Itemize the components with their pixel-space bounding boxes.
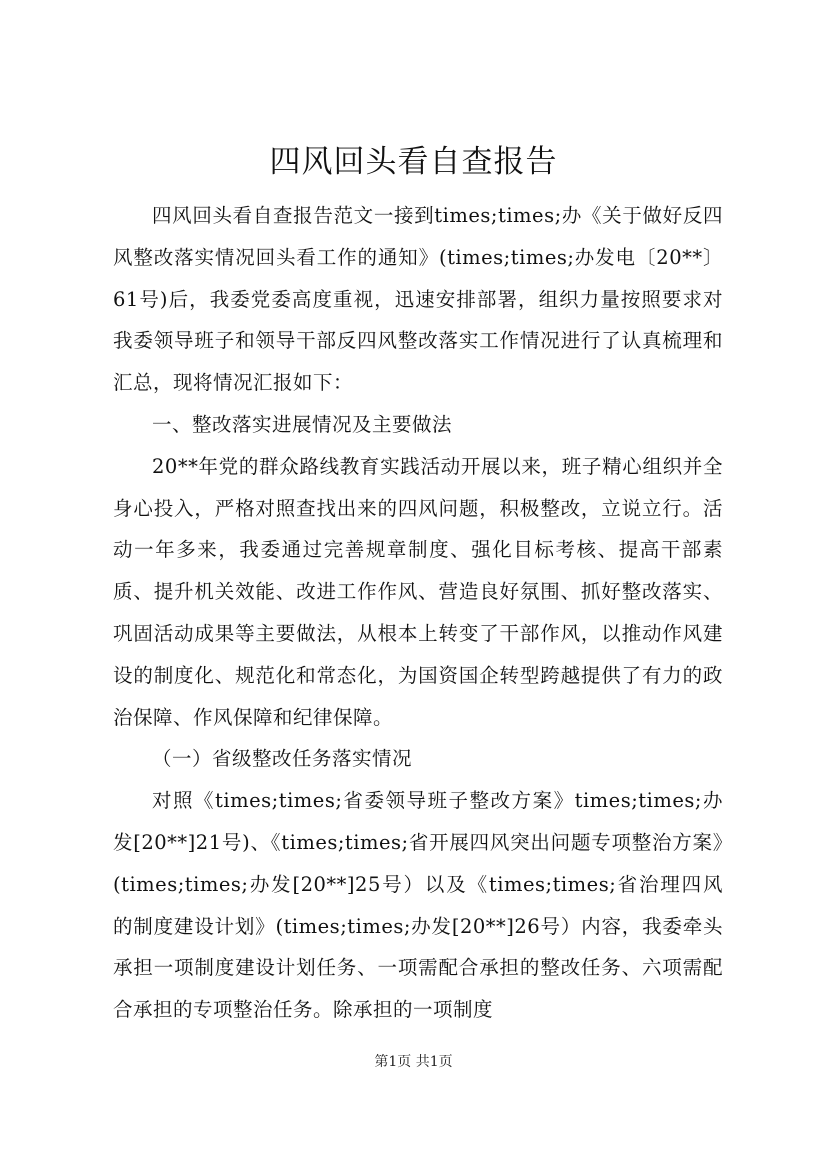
section-heading-1: 一、整改落实进展情况及主要做法 <box>152 412 453 436</box>
document-body <box>113 195 723 1031</box>
document-title: 四风回头看自查报告 <box>269 144 558 180</box>
intro-paragraph: 四风回头看自查报告范文一接到times;times;办《关于做好反四风整改落实情况回头看工作的通知》(times;times;办发电〔20**〕61号)后，我委党委高度重视，迅速安排部署，组织力量按照要求对我委领导班子和领导干部反四风整改落实工作情况进行了认真梳理和汇总，现将情况汇报如下： <box>113 204 723 395</box>
tasks-paragraph: 对照《times;times;省委领导班子整改方案》times;times;办发[20**]21号)、《times;times;省开展四风突出问题专项整治方案》(times;times;办发[20**]25号）以及《times;times;省治理四风的制度建设计划》(times;times;办发[20**]26号）内容，我委牵头承担一项制度建设计划任务、一项需配合承担的整改任务、六项需配合承担的专项整治任务。除承担的一项制度 <box>113 789 723 1022</box>
measures-paragraph: 20**年党的群众路线教育实践活动开展以来，班子精心组织并全身心投入，严格对照查找出来的四风问题，积极整改，立说立行。活动一年多来，我委通过完善规章制度、强化目标考核、提高干部素质、提升机关效能、改进工作作风、营造良好氛围、抓好整改落实、巩固活动成果等主要做法，从根本上转变了干部作风，以推动作风建设的制度化、规范化和常态化，为国资国企转型跨越提供了有力的政治保障、作风保障和纪律保障。 <box>113 454 723 729</box>
page-footer: 第1页 共1页 <box>374 1054 453 1070</box>
subsection-heading-1: （一）省级整改任务落实情况 <box>152 747 413 771</box>
